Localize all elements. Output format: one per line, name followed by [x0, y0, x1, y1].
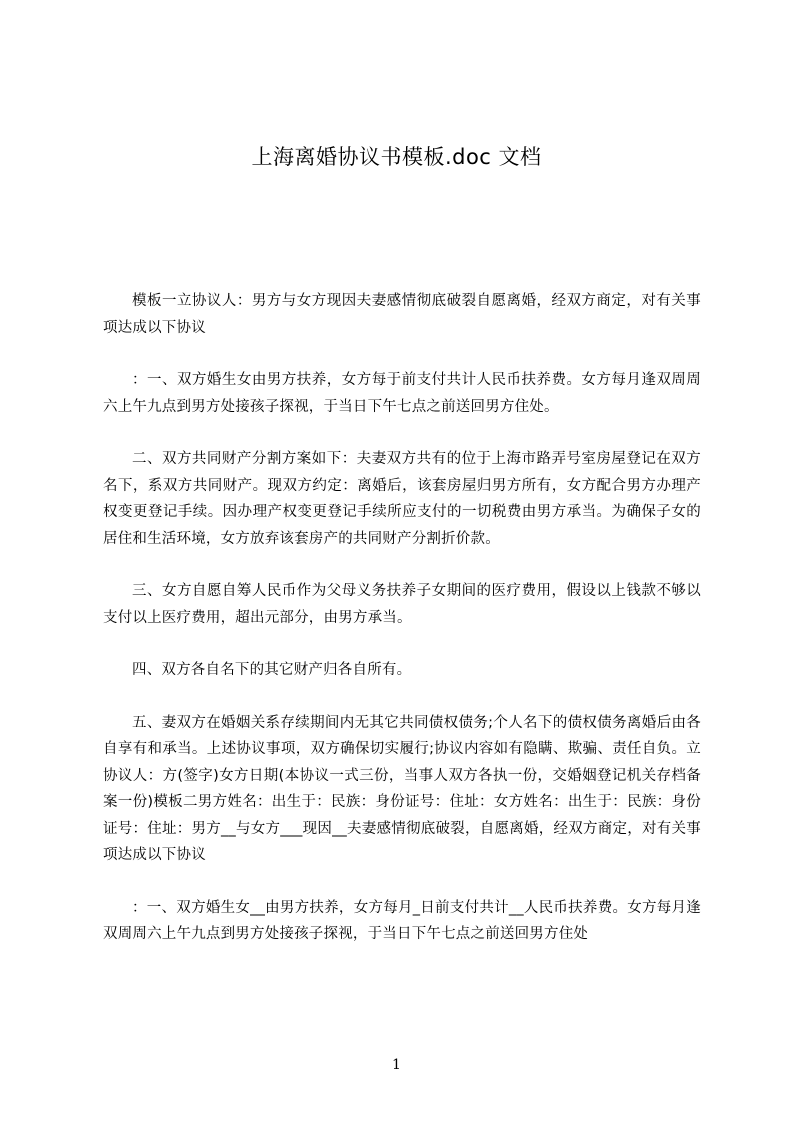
page-number: 1	[392, 1057, 401, 1073]
paragraph-medical-expenses: 三、女方自愿自筹人民币作为父母义务扶养子女期间的医疗费用，假设以上钱款不够以支付以上医疗费用，超出元部分，由男方承当。	[103, 583, 701, 626]
paragraph-child-custody: ：一、双方婚生女由男方扶养，女方每于前支付共计人民币扶养费。女方每月逢双周周六上午九点到男方处接孩子探视，于当日下午七点之前送回男方住处。	[103, 372, 701, 415]
document-title: 上海离婚协议书模板.doc 文档	[251, 145, 542, 169]
paragraph-debts-and-template-two: 五、妻双方在婚姻关系存续期间内无其它共同债权债务;个人名下的债权债务离婚后由各自享有和承当。上述协议事项，双方确保切实履行;协议内容如有隐瞒、欺骗、责任自负。立协议人：方(签字)女方日期(本协议一式三份，当事人双方各执一份，交婚姻登记机关存档备案一份)模板二男方姓名：出生于：民族：身份证号：住址：女方姓名：出生于：民族：身份证号：住址：男方__与女方___现因__夫妻感情彻底破裂，自愿离婚，经双方商定，对有关事项达成以下协议	[103, 714, 701, 863]
paragraph-intro: 模板一立协议人：男方与女方现因夫妻感情彻底破裂自愿离婚，经双方商定，对有关事项达成以下协议	[103, 293, 701, 336]
paragraph-other-property: 四、双方各自名下的其它财产归各自所有。	[132, 662, 412, 678]
paragraph-template-two-custody: ：一、双方婚生女__由男方扶养，女方每月_日前支付共计__人民币扶养费。女方每月逢双周周六上午九点到男方处接孩子探视，于当日下午七点之前送回男方住处	[103, 899, 701, 942]
paragraph-property-division: 二、双方共同财产分割方案如下：夫妻双方共有的位于上海市路弄号室房屋登记在双方名下，系双方共同财产。现双方约定：离婚后，该套房屋归男方所有，女方配合男方办理产权变更登记手续。因办理产权变更登记手续所应支付的一切税费由男方承当。为确保子女的居住和生活环境，女方放弃该套房产的共同财产分割折价款。	[103, 451, 701, 547]
document-body	[103, 288, 701, 974]
